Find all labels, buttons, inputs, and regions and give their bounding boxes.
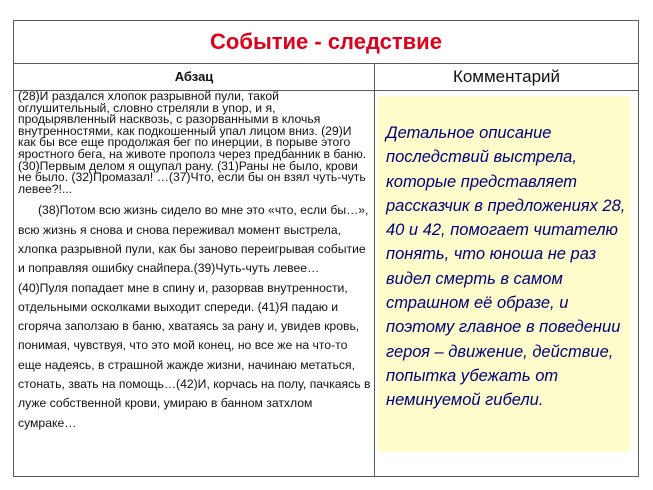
header-comment: Комментарий: [452, 66, 561, 86]
header-paragraph: Абзац: [174, 69, 214, 84]
excerpt-part-1: (28)И раздался хлопок разрывной пули, такой оглушительный, словно стреляли в упор, и я, продырявленный насквозь, с разорванными в клочья внутренностями, как подкошенный упал лицом вниз. (29)И как бы все еще продолжая бег по инерции, в порыве этого яростного бега, на животе прополз через предбанник в баню.(30)Первым делом я ощупал рану. (31)Раны не было, крови не было. (32)Промазал! …(37)Что, если бы он взял чуть-чуть левее?!...: [18, 91, 367, 196]
comment-box: [378, 96, 630, 452]
column-divider: [374, 63, 375, 476]
excerpt-part-2: (38)Потом всю жизнь сидело во мне это «что, если бы…», всю жизнь я снова и снова переживал момент выстрела, хлопка разрывной пули, как бы заново переигрывая событие и поправляя ошибку снайпера.(39)Чуть-чуть левее… (40)Пуля попадает мне в спину и, разорвав внутренности, отдельными осколками выходит спереди. (41)Я падаю и сгоряча заползаю в баню, хватаясь за рану и, увидев кровь, понимая, чувствуя, что это мой конец, но все же на что-то еще надеясь, в страшной жажде жизни, начинаю метаться, стонать, звать на помощь…(42)И, корчась на полу, пачкаясь в луже собственной крови, умираю в банном затхлом сумраке…: [18, 203, 371, 430]
excerpt-cell: [18, 91, 372, 474]
table-header-row: [14, 63, 638, 91]
slide-title: Событие - следствие: [14, 21, 638, 64]
comment-text: Детальное описание последствий выстрела, которые представляет рассказчик в предложениях 28, 40 и 42, помогает читателю понять, что юноша не раз видел смерть в самом страшном её образе, и поэтому главное в поведении героя – движение, действие, попытка убежать от неминуемой гибели.: [386, 124, 626, 410]
